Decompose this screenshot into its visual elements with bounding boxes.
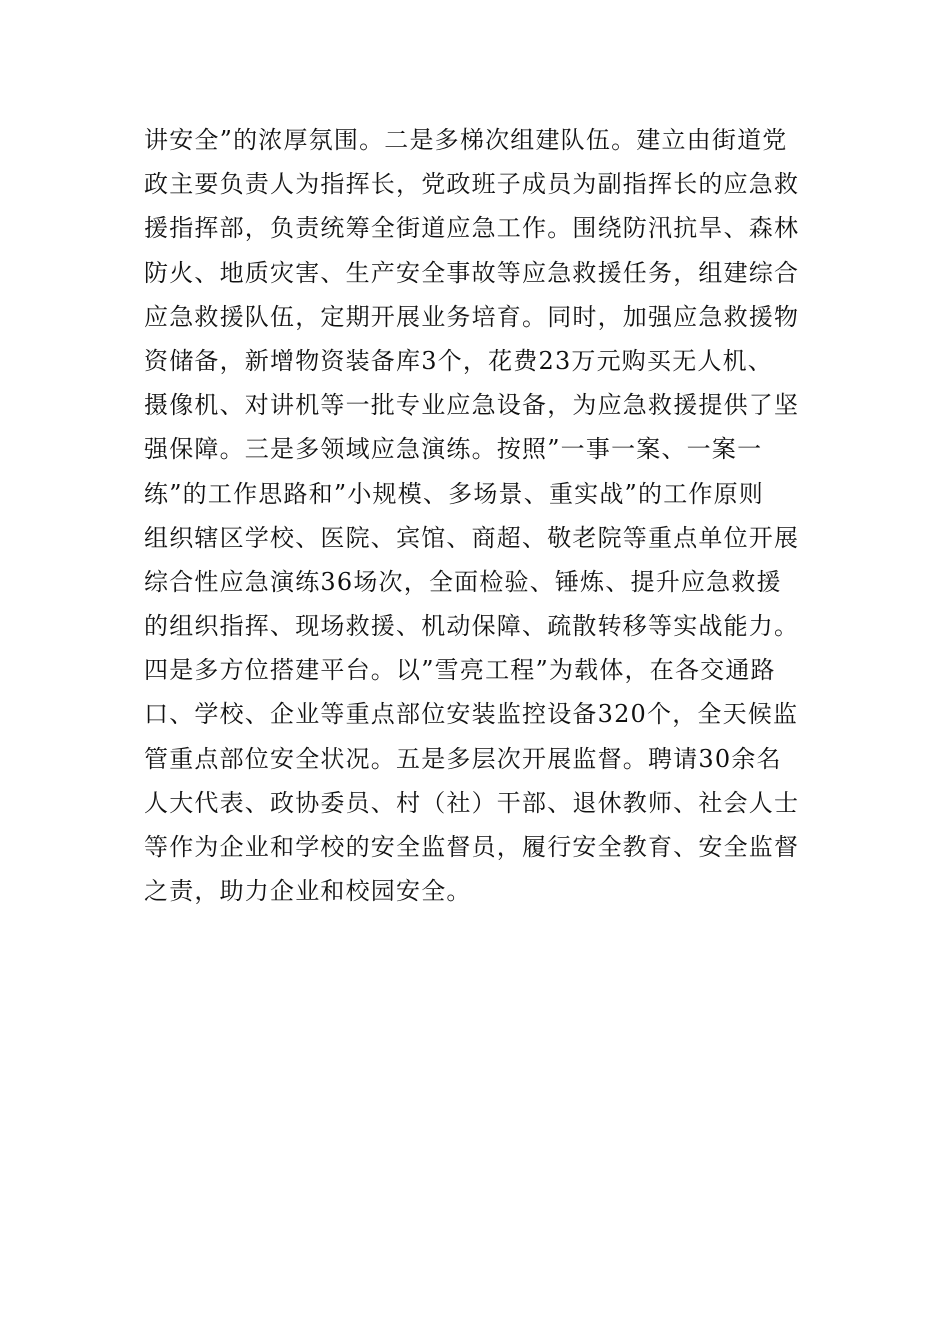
text-line: 人大代表、政协委员、村（社）干部、退休教师、社会人士 [144, 788, 800, 817]
text-line: 组织辖区学校、医院、宾馆、商超、敬老院等重点单位开展 [144, 523, 800, 552]
text-line: 管重点部位安全状况。五是多层次开展监督。聘请30余名 [144, 744, 782, 773]
text-line: 政主要负责人为指挥长，党政班子成员为副指挥长的应急救 [144, 170, 800, 199]
text-line: 四是多方位搭建平台。以”雪亮工程”为载体，在各交通路 [144, 656, 776, 685]
text-line: 应急救援队伍，定期开展业务培育。同时，加强应急救援物 [144, 302, 800, 331]
text-line: 之责，助力企业和校园安全。 [144, 877, 472, 906]
body-paragraph [144, 118, 814, 913]
text-line: 摄像机、对讲机等一批专业应急设备，为应急救援提供了坚 [144, 391, 800, 420]
text-line: 等作为企业和学校的安全监督员，履行安全教育、安全监督 [144, 833, 800, 861]
text-line: 练”的工作思路和”小规模、多场景、重实战”的工作原则 [144, 479, 765, 508]
text-line: 的组织指挥、现场救援、机动保障、疏散转移等实战能力。 [144, 612, 800, 641]
text-line: 综合性应急演练36场次，全面检验、锤炼、提升应急救援 [144, 567, 782, 596]
text-line: 防火、地质灾害、生产安全事故等应急救援任务，组建综合 [144, 258, 800, 287]
text-line: 强保障。三是多领域应急演练。按照”一事一案、一案一 [144, 435, 763, 464]
text-line: 口、学校、企业等重点部位安装监控设备320个，全天候监 [144, 700, 799, 729]
text-line: 资储备，新增物资装备库3个，花费23万元购买无人机、 [144, 346, 774, 375]
text-line: 援指挥部，负责统筹全街道应急工作。围绕防汛抗旱、森林 [144, 214, 800, 243]
text-line: 讲安全”的浓厚氛围。二是多梯次组建队伍。建立由街道党 [144, 126, 788, 154]
